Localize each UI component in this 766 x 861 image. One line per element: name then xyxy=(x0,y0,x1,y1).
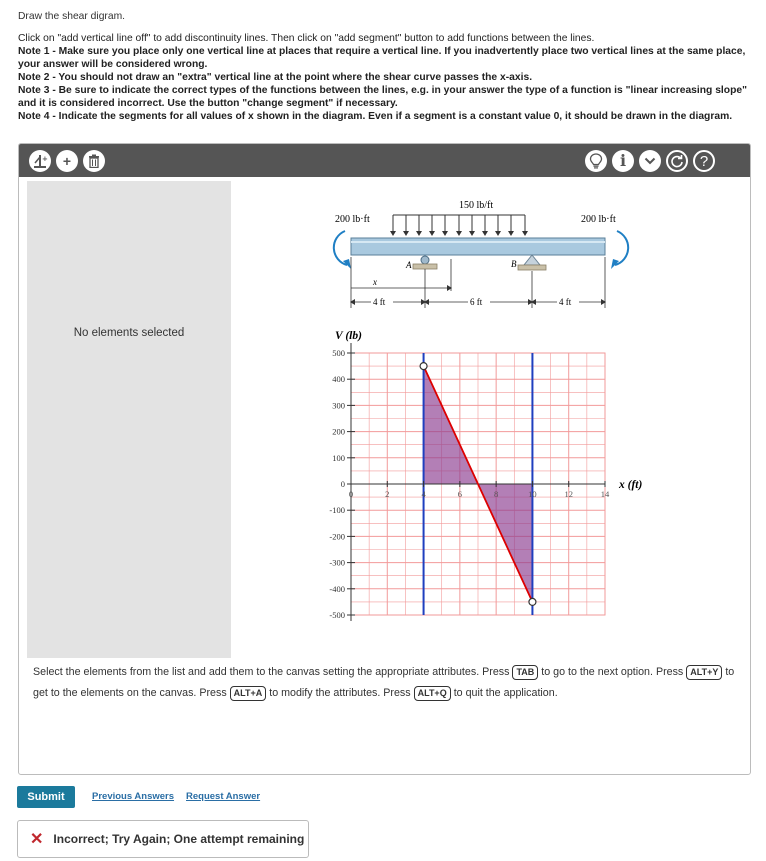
support-b xyxy=(518,255,546,270)
support-a xyxy=(413,256,437,269)
instruction-line: Click on "add vertical line off" to add discontinuity lines. Then click on "add segment" button to add functions between the lines. xyxy=(18,33,595,44)
moment-left-label: 200 lb·ft xyxy=(335,214,370,225)
y-tick-label: 0 xyxy=(340,479,345,489)
y-axis-label: V (lb) xyxy=(335,330,362,342)
segment-endpoint[interactable] xyxy=(529,598,536,605)
y-tick-label: -400 xyxy=(329,583,345,594)
support-b-label: B xyxy=(511,259,517,269)
beam xyxy=(351,238,605,255)
x-tick-label: 6 xyxy=(457,489,462,499)
y-tick-label: 300 xyxy=(332,400,345,411)
element-list-panel xyxy=(27,181,231,658)
key-alt-a: ALT+A xyxy=(230,686,267,701)
x-tick-label: 8 xyxy=(494,489,499,499)
no-selection-text: No elements selected xyxy=(73,327,185,339)
problem-title: Draw the shear digram. xyxy=(18,11,126,22)
key-alt-q: ALT+Q xyxy=(414,686,451,701)
distributed-load-label: 150 lb/ft xyxy=(459,200,494,211)
lightbulb-icon[interactable] xyxy=(585,150,607,172)
keyboard-help: Select the elements from the list and add them to the canvas setting the appropriate attributes. Press TAB to go to the next option. Press ALT+Y to get to the elements on the canvas. Press ALT+A to modify the attributes. Press ALT+Q to quit the application. xyxy=(33,666,735,699)
y-tick-label: -100 xyxy=(329,505,345,516)
moment-right-label: 200 lb·ft xyxy=(581,214,616,225)
dimension-right: 4 ft xyxy=(559,297,572,307)
y-tick-label: 400 xyxy=(332,374,345,385)
x-tick-label: 10 xyxy=(528,489,537,499)
x-tick-label: 14 xyxy=(600,489,610,499)
support-a-label: A xyxy=(406,260,412,270)
svg-text:+: + xyxy=(42,155,48,163)
plus-icon[interactable]: + xyxy=(56,150,78,172)
reset-icon[interactable] xyxy=(666,150,688,172)
info-icon[interactable]: i xyxy=(612,150,634,172)
dimension-middle: 6 ft xyxy=(470,297,483,307)
trash-icon[interactable] xyxy=(83,150,105,172)
x-tick-label: 0 xyxy=(348,489,354,499)
key-tab: TAB xyxy=(512,665,538,680)
note-1: Note 1 - Make sure you place only one vertical line at places that require a vertical line. If you inadvertently place two vertical lines at the same place, your answer will be considered wrong. xyxy=(18,46,746,70)
vertical-line-icon[interactable] xyxy=(29,150,51,172)
y-tick-label: -500 xyxy=(329,610,345,620)
dimension-left: 4 ft xyxy=(373,297,386,307)
x-axis-label: x (ft) xyxy=(619,479,643,491)
drawing-tool xyxy=(18,143,751,775)
note-2: Note 2 - You should not draw an "extra" vertical line at the point where the shear curve passes the x-axis. xyxy=(18,72,533,83)
y-tick-label: -300 xyxy=(329,557,345,568)
x-tick-label: 4 xyxy=(421,489,426,499)
x-tick-label: 12 xyxy=(564,489,573,499)
moment-right-arrow xyxy=(615,231,628,265)
submit-button[interactable]: Submit xyxy=(17,786,75,808)
incorrect-icon: ✕ xyxy=(30,831,44,848)
drawing-canvas[interactable] xyxy=(233,181,723,658)
y-tick-label: 100 xyxy=(332,452,345,463)
moment-left-arrow xyxy=(334,231,347,265)
segment-endpoint[interactable] xyxy=(420,363,427,370)
note-3: Note 3 - Be sure to indicate the correct types of the functions between the lines, e.g. in your answer the type of a function is "linear increasing slope" and it is considered incorrect. Use the button "change segment" if necessary. xyxy=(18,85,747,109)
y-tick-label: -200 xyxy=(329,531,345,542)
request-answer-link[interactable]: Request Answer xyxy=(186,791,261,802)
feedback-text: Incorrect; Try Again; One attempt remaining xyxy=(53,832,305,846)
x-distance-label: x xyxy=(373,277,377,287)
canvas-svg[interactable] xyxy=(233,181,723,658)
instructions xyxy=(18,10,766,123)
feedback-status xyxy=(17,820,309,858)
chevron-down-icon[interactable] xyxy=(639,150,661,172)
help-icon[interactable]: ? xyxy=(693,150,715,172)
previous-answers-link[interactable]: Previous Answers xyxy=(92,791,175,802)
distributed-load-arrows xyxy=(390,215,528,236)
key-alt-y: ALT+Y xyxy=(686,665,722,680)
note-4: Note 4 - Indicate the segments for all values of x shown in the diagram. Even if a segment is a constant value 0, it should be drawn in the diagram. xyxy=(18,111,733,122)
x-tick-label: 2 xyxy=(385,489,390,499)
beam-figure xyxy=(334,200,628,308)
y-tick-label: 200 xyxy=(332,426,345,437)
y-tick-label: 500 xyxy=(332,348,345,358)
toolbar xyxy=(19,144,750,177)
